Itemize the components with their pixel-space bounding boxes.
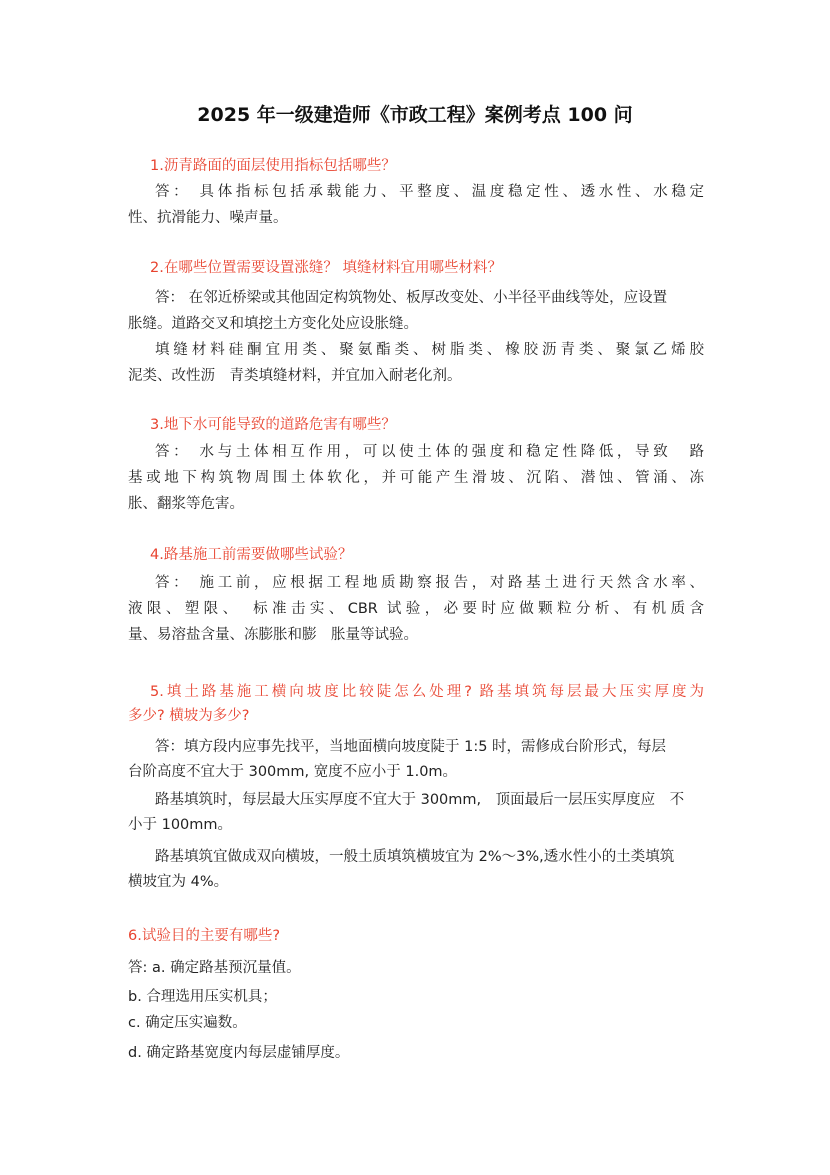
page-title: 2025 年一级建造师《市政工程》案例考点 100 问 bbox=[197, 104, 633, 126]
answer-4-line-1: 答： 施工前，应根据工程地质勘察报告，对路基土进行天然含水率、 bbox=[155, 575, 704, 591]
answer-5-line-3: 路基填筑时，每层最大压实厚度不宜大于 300mm, 顶面最后一层压实厚度应 不 bbox=[155, 792, 685, 808]
question-5-line-1: 5.填土路基施工横向坡度比较陡怎么处理? 路基填筑每层最大压实厚度为 bbox=[150, 684, 704, 700]
answer-5-line-2: 台阶高度不宜大于 300mm, 宽度不应小于 1.0m。 bbox=[128, 764, 458, 780]
question-2: 2.在哪些位置需要设置涨缝？ 填缝材料宜用哪些材料？ bbox=[150, 260, 502, 276]
answer-3-line-2: 基或地下构筑物周围土体软化，并可能产生滑坡、沉陷、潜蚀、管涌、冻 bbox=[128, 470, 704, 486]
answer-2-line-2: 胀缝。道路交叉和填挖土方变化处应设胀缝。 bbox=[128, 316, 418, 332]
answer-1-line-1: 答： 具体指标包括承载能力、平整度、温度稳定性、透水性、水稳定 bbox=[155, 184, 704, 200]
answer-5-line-6: 横坡宜为 4%。 bbox=[128, 874, 229, 890]
answer-1-line-2: 性、抗滑能力、噪声量。 bbox=[128, 210, 288, 226]
answer-6-item-d: d. 确定路基宽度内每层虚铺厚度。 bbox=[128, 1045, 350, 1061]
answer-3-line-1: 答： 水与土体相互作用，可以使土体的强度和稳定性降低，导致 路 bbox=[155, 444, 704, 460]
question-3: 3.地下水可能导致的道路危害有哪些？ bbox=[150, 417, 396, 433]
answer-4-line-2: 液限、塑限、 标准击实、CBR 试验，必要时应做颗粒分析、有机质含 bbox=[128, 601, 704, 617]
question-1: 1.沥青路面的面层使用指标包括哪些？ bbox=[150, 158, 396, 174]
answer-6-item-a: 答: a. 确定路基预沉量值。 bbox=[128, 960, 301, 976]
question-5-line-2: 多少? 横坡为多少? bbox=[128, 708, 250, 724]
answer-5-line-1: 答：填方段内应事先找平，当地面横向坡度陡于 1:5 时，需修成台阶形式，每层 bbox=[155, 739, 667, 755]
answer-6-item-c: c. 确定压实遍数。 bbox=[128, 1015, 247, 1031]
answer-4-line-3: 量、易溶盐含量、冻膨胀和膨 胀量等试验。 bbox=[128, 627, 418, 643]
answer-5-line-5: 路基填筑宜做成双向横坡，一般土质填筑横坡宜为 2%～3%,透水性小的土类填筑 bbox=[155, 849, 675, 865]
answer-3-line-3: 胀、翻浆等危害。 bbox=[128, 496, 244, 512]
question-4: 4.路基施工前需要做哪些试验？ bbox=[150, 547, 353, 563]
answer-2-line-1: 答： 在邻近桥梁或其他固定构筑物处、板厚改变处、小半径平曲线等处，应设置 bbox=[155, 290, 668, 306]
answer-2-line-3: 填缝材料硅酮宜用类、聚氨酯类、树脂类、橡胶沥青类、聚氯乙烯胶 bbox=[155, 342, 704, 358]
answer-6-item-b: b. 合理选用压实机具； bbox=[128, 989, 277, 1005]
answer-2-line-4: 泥类、改性沥 青类填缝材料，并宜加入耐老化剂。 bbox=[128, 368, 462, 384]
answer-5-line-4: 小于 100mm。 bbox=[128, 817, 233, 833]
question-6: 6.试验目的主要有哪些? bbox=[128, 928, 281, 944]
